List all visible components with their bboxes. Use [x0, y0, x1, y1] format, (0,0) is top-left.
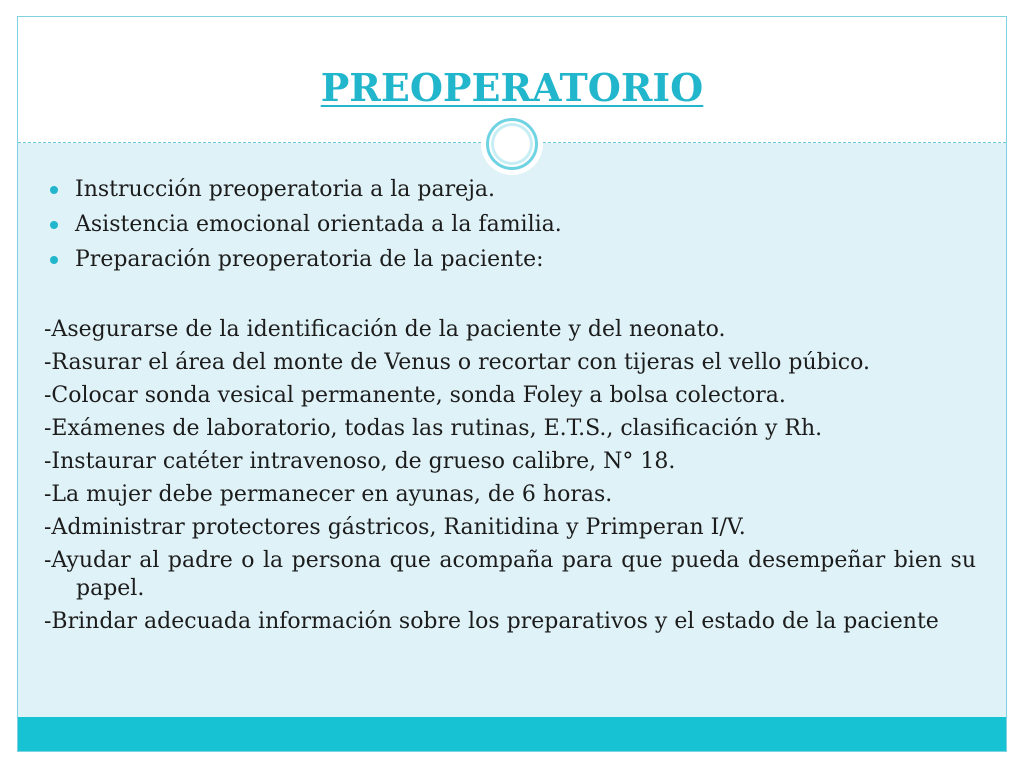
bottom-bar: [18, 717, 1006, 751]
bullet-text: Preparación preoperatoria de la paciente:: [75, 247, 544, 272]
step-item: -Rasurar el área del monte de Venus o recortar con tijeras el vello púbico.: [44, 350, 870, 375]
step-item: -Instaurar catéter intravenoso, de grueso calibre, N° 18.: [44, 449, 676, 474]
bullet-text: Asistencia emocional orientada a la familia.: [75, 212, 562, 237]
bullet-dot-icon: [50, 256, 58, 264]
bullet-dot-icon: [50, 186, 58, 194]
bullet-text: Instrucción preoperatoria a la pareja.: [75, 177, 496, 202]
bullet-item: [48, 172, 978, 207]
step-item: -Brindar adecuada información sobre los preparativos y el estado de la paciente: [44, 609, 939, 634]
step-item: -Asegurarse de la identificación de la paciente y del neonato.: [44, 317, 726, 342]
bullet-dot-icon: [50, 221, 58, 229]
bullet-list: [48, 172, 978, 277]
step-item: -La mujer debe permanecer en ayunas, de 6 horas.: [44, 482, 613, 507]
bullet-item: [48, 207, 978, 242]
circle-ornament-icon: [486, 118, 538, 170]
slide-title: PREOPERATORIO: [320, 65, 704, 110]
step-item: -Ayudar al padre o la persona que acompaña para que pueda desempeñar bien su papel.: [44, 548, 976, 601]
step-item: -Colocar sonda vesical permanente, sonda Foley a bolsa colectora.: [44, 383, 786, 408]
steps-list: [44, 316, 976, 641]
step-item: -Administrar protectores gástricos, Ranitidina y Primperan I/V.: [44, 515, 746, 540]
bullet-item: [48, 242, 978, 277]
step-item: -Exámenes de laboratorio, todas las rutinas, E.T.S., clasificación y Rh.: [44, 416, 823, 441]
